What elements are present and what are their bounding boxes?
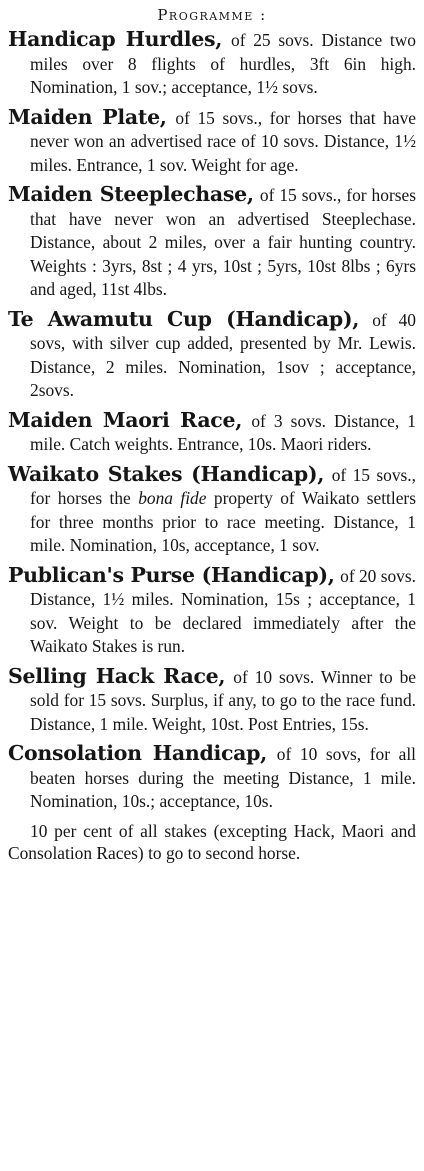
race-name: Waikato Stakes (Handicap),	[8, 461, 325, 486]
race-entry-waikato-stakes	[8, 463, 416, 558]
race-name: Te Awamutu Cup (Handicap),	[8, 306, 360, 331]
race-name: Maiden Maori Race,	[8, 407, 243, 432]
race-details: of 25 sovs. Distance two miles over 8 flights of hurdles, 3ft 6in high. Nomination, 1 sov.; acceptance, 1½ sovs.	[30, 30, 416, 97]
race-details: of 3 sovs. Distance, 1 mile. Catch weights. Entrance, 10s. Maori riders.	[30, 410, 417, 454]
race-entry-te-awamutu-cup	[8, 308, 416, 403]
race-details: of 10 sovs, for all beaten horses during the meeting Distance, 1 mile. Nomination, 10s.; acceptance, 10s.	[30, 744, 416, 811]
race-details: of 15 sovs., for horses that have never won an advertised Steeplechase. Distance, about 2 miles, over a fair hunting country. Weights : 3yrs, 8st ; 4 yrs, 10st ; 5yrs, 10st 8lbs ; 6yrs and aged, 11st 4lbs.	[30, 185, 416, 299]
race-entry-maiden-maori-race	[8, 409, 416, 457]
race-entry-consolation-handicap	[8, 742, 416, 814]
race-entry-maiden-steeplechase	[8, 183, 416, 302]
race-details: of 15 sovs., for horses that have never won an advertised race of 10 sovs. Distance, 1½ miles. Entrance, 1 sov. Weight for age.	[30, 107, 416, 175]
race-entry-publicans-purse	[8, 564, 416, 659]
second-horse-footnote: 10 per cent of all stakes (excepting Hack, Maori and Consolation Races) to go to second horse.	[8, 820, 416, 863]
race-details: of 10 sovs. Winner to be sold for 15 sovs. Surplus, if any, to go to the race fund. Distance, 1 mile. Weight, 10st. Post Entries, 15s.	[30, 666, 416, 734]
race-details-italic: bona fide	[138, 488, 207, 508]
race-name: Selling Hack Race,	[8, 663, 226, 688]
race-name: Consolation Handicap,	[8, 741, 268, 765]
race-name: Maiden Plate,	[8, 104, 167, 129]
race-entry-selling-hack-race	[8, 665, 416, 737]
race-entry-handicap-hurdles	[8, 28, 416, 100]
race-details-start: of 15 sovs., for horses the	[30, 464, 417, 508]
race-name: Publican's Purse (Handicap),	[8, 562, 335, 587]
race-details: of 20 sovs. Distance, 1½ miles. Nomination, 15s ; acceptance, 1 sov. Weight to be declared immediately after the Waikato Stakes is run.	[30, 565, 416, 656]
race-name: Maiden Steeplechase,	[8, 182, 254, 206]
race-details-end: property of Waikato settlers for three months prior to race meeting. Distance, 1 mile. Nomination, 10s, acceptance, 1 sov.	[30, 488, 416, 555]
race-details: of 40 sovs, with silver cup added, presented by Mr. Lewis. Distance, 2 miles. Nomination, 1sov ; acceptance, 2sovs.	[30, 309, 416, 400]
programme-heading: Programme :	[157, 6, 267, 24]
race-name: Handicap Hurdles,	[8, 27, 223, 51]
race-entry-maiden-plate	[8, 106, 416, 178]
